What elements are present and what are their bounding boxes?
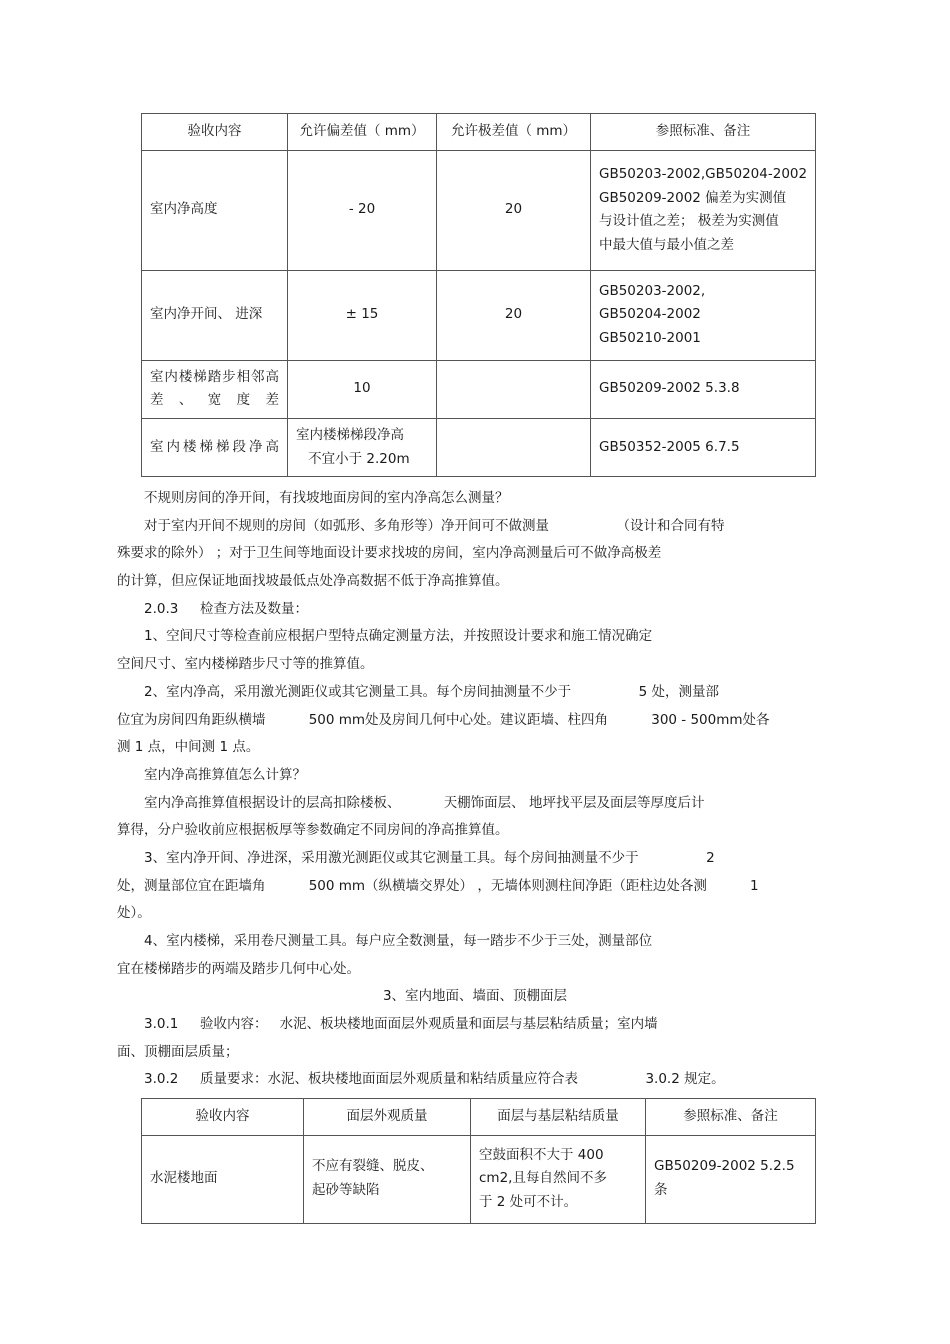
section-text-a: 质量要求：水泥、板块楼地面面层外观质量和粘结质量应符合表 [199,1071,578,1088]
item-2-line1 [117,679,833,707]
section-3-0-2-line1 [117,1066,833,1094]
answer-irregular-room-line2: 殊要求的除外） ；对于卫生间等地面设计要求找坡的房间，室内净高测量后可不做净高极差 [117,545,662,562]
standard-line: GB50203-2002, [599,282,706,299]
page-content [117,113,833,1224]
cell-item: 室内楼梯梯段净高 [142,418,288,476]
item-2-text-e: 300 - 500mm处各 [651,711,770,728]
item-2-line2 [117,707,833,735]
column-header-bond: 面层与基层粘结质量 [471,1098,646,1135]
standard-line: GB50209-2002 5.3.8 [599,380,740,397]
answer-irregular-room-line1 [117,513,833,541]
deviation-line: 不宜小于 2.20m [308,450,410,467]
table-header-row [142,114,816,151]
section-3-heading: 3、室内地面、墙面、顶棚面层 [382,988,568,1005]
item-4-line1: 4、室内楼梯，采用卷尺测量工具。每户应全数测量，每一踏步不少于三处，测量部位 [144,932,653,949]
section-label: 验收内容： [199,1015,268,1032]
cell-deviation: ± 15 [288,270,437,360]
standard-line: GB50209-2002 5.2.5 [654,1158,795,1175]
item-1-line1: 1、空间尺寸等检查前应根据户型特点确定测量方法，并按照设计要求和施工情况确定 [144,628,653,645]
appearance-line: 起砂等缺陷 [312,1182,380,1199]
answer-text-b: （设计和合同有特 [616,517,725,534]
item-2-line3: 测 1 点，中间测 1 点。 [117,739,260,756]
section-number: 3.0.1 [144,1015,179,1032]
item-3-line1 [117,845,833,873]
section-title: 检查方法及数量： [199,600,308,617]
section-3-0-1-line1 [117,1011,833,1039]
bond-line: cm2,且每自然间不多 [479,1170,607,1187]
column-header-standard: 参照标准、备注 [591,114,816,151]
answer-text-a: 对于室内开间不规则的房间（如弧形、多角形等）净开间可不做测量 [144,517,549,534]
cell-deviation [288,418,437,476]
cell-standard [591,360,816,418]
standard-line: 条 [654,1182,668,1199]
surface-quality-table [141,1098,816,1224]
cell-standard [591,270,816,360]
item-2-text-c: 位宜为房间四角距纵横墙 [117,711,266,728]
answer2-text-b: 天棚饰面层、 地坪找平层及面层等厚度后计 [443,794,705,811]
cell-appearance [304,1135,471,1223]
question-net-height-calc: 室内净高推算值怎么计算？ [144,766,306,783]
item-3-text-c: 处，测量部位宜在距墙角 [117,877,266,894]
table-header-row [142,1098,816,1135]
cell-range [437,418,591,476]
question-irregular-room: 不规则房间的净开间，有找坡地面房间的室内净高怎么测量？ [144,490,509,507]
item-2-text-a: 2、室内净高，采用激光测距仪或其它测量工具。每个房间抽测量不少于 [144,683,572,700]
cell-bond [471,1135,646,1223]
cell-range: 20 [437,270,591,360]
item-3-line3: 处）。 [117,905,151,922]
item-1-line2: 空间尺寸、室内楼梯踏步尺寸等的推算值。 [117,656,374,673]
table-row [142,1135,816,1223]
cell-range: 20 [437,150,591,270]
section-text: 水泥、板块楼地面面层外观质量和面层与基层粘结质量；室内墙 [279,1015,658,1032]
section-text-b: 3.0.2 规定。 [645,1071,725,1088]
column-header-standard: 参照标准、备注 [646,1098,816,1135]
item-4-line2: 宜在楼梯踏步的两端及踏步几何中心处。 [117,960,360,977]
standard-line: GB50204-2002 [599,306,701,323]
section-2-0-3-heading [117,596,833,624]
cell-standard [646,1135,816,1223]
standard-line: GB50210-2001 [599,329,701,346]
item-2-text-d: 500 mm处及房间几何中心处。建议距墙、柱四角 [308,711,609,728]
answer-irregular-room-line3: 的计算，但应保证地面找坡最低点处净高数据不低于净高推算值。 [117,573,509,590]
item-3-line2 [117,873,833,901]
table-row [142,418,816,476]
column-header-item: 验收内容 [142,1098,304,1135]
cell-range [437,360,591,418]
standard-line: GB50203-2002,GB50204-2002 [599,165,808,182]
dimension-acceptance-table [141,113,816,477]
table-row [142,150,816,270]
standard-line: GB50209-2002 偏差为实测值 [599,189,787,206]
bond-line: 于 2 处可不计。 [479,1193,578,1210]
appearance-line: 不应有裂缝、脱皮、 [312,1158,434,1175]
answer-net-height-line1 [117,790,833,818]
cell-standard [591,418,816,476]
section-3-0-1-line2: 面、顶棚面层质量； [117,1043,239,1060]
cell-item: 室内楼梯踏步相邻高差、宽度差 [142,360,288,418]
column-header-range: 允许极差值（ mm） [437,114,591,151]
section-number: 3.0.2 [144,1071,179,1088]
column-header-item: 验收内容 [142,114,288,151]
answer2-text-a: 室内净高推算值根据设计的层高扣除楼板、 [144,794,401,811]
cell-deviation: - 20 [288,150,437,270]
cell-item: 室内净高度 [142,150,288,270]
item-3-text-b: 2 [706,849,715,866]
cell-item: 室内净开间、 进深 [142,270,288,360]
standard-line: 中最大值与最小值之差 [599,236,734,253]
table-row [142,270,816,360]
item-3-text-d: 500 mm（纵横墙交界处） ，无墙体则测柱间净距（距柱边处各测 [308,877,707,894]
standard-line: 与设计值之差； 极差为实测值 [599,213,779,230]
section-number: 2.0.3 [144,600,179,617]
item-3-text-e: 1 [750,877,759,894]
cell-item: 水泥楼地面 [142,1135,304,1223]
column-header-appearance: 面层外观质量 [304,1098,471,1135]
cell-standard [591,150,816,270]
bond-line: 空鼓面积不大于 400 [479,1146,604,1163]
deviation-line: 室内楼梯梯段净高 [296,426,404,443]
cell-deviation: 10 [288,360,437,418]
column-header-deviation: 允许偏差值（ mm） [288,114,437,151]
answer-net-height-line2: 算得，分户验收前应根据板厚等参数确定不同房间的净高推算值。 [117,822,509,839]
item-3-text-a: 3、室内净开间、净进深，采用激光测距仪或其它测量工具。每个房间抽测量不少于 [144,849,639,866]
item-2-text-b: 5 处，测量部 [638,683,719,700]
standard-line: GB50352-2005 6.7.5 [599,438,740,455]
table-row [142,360,816,418]
